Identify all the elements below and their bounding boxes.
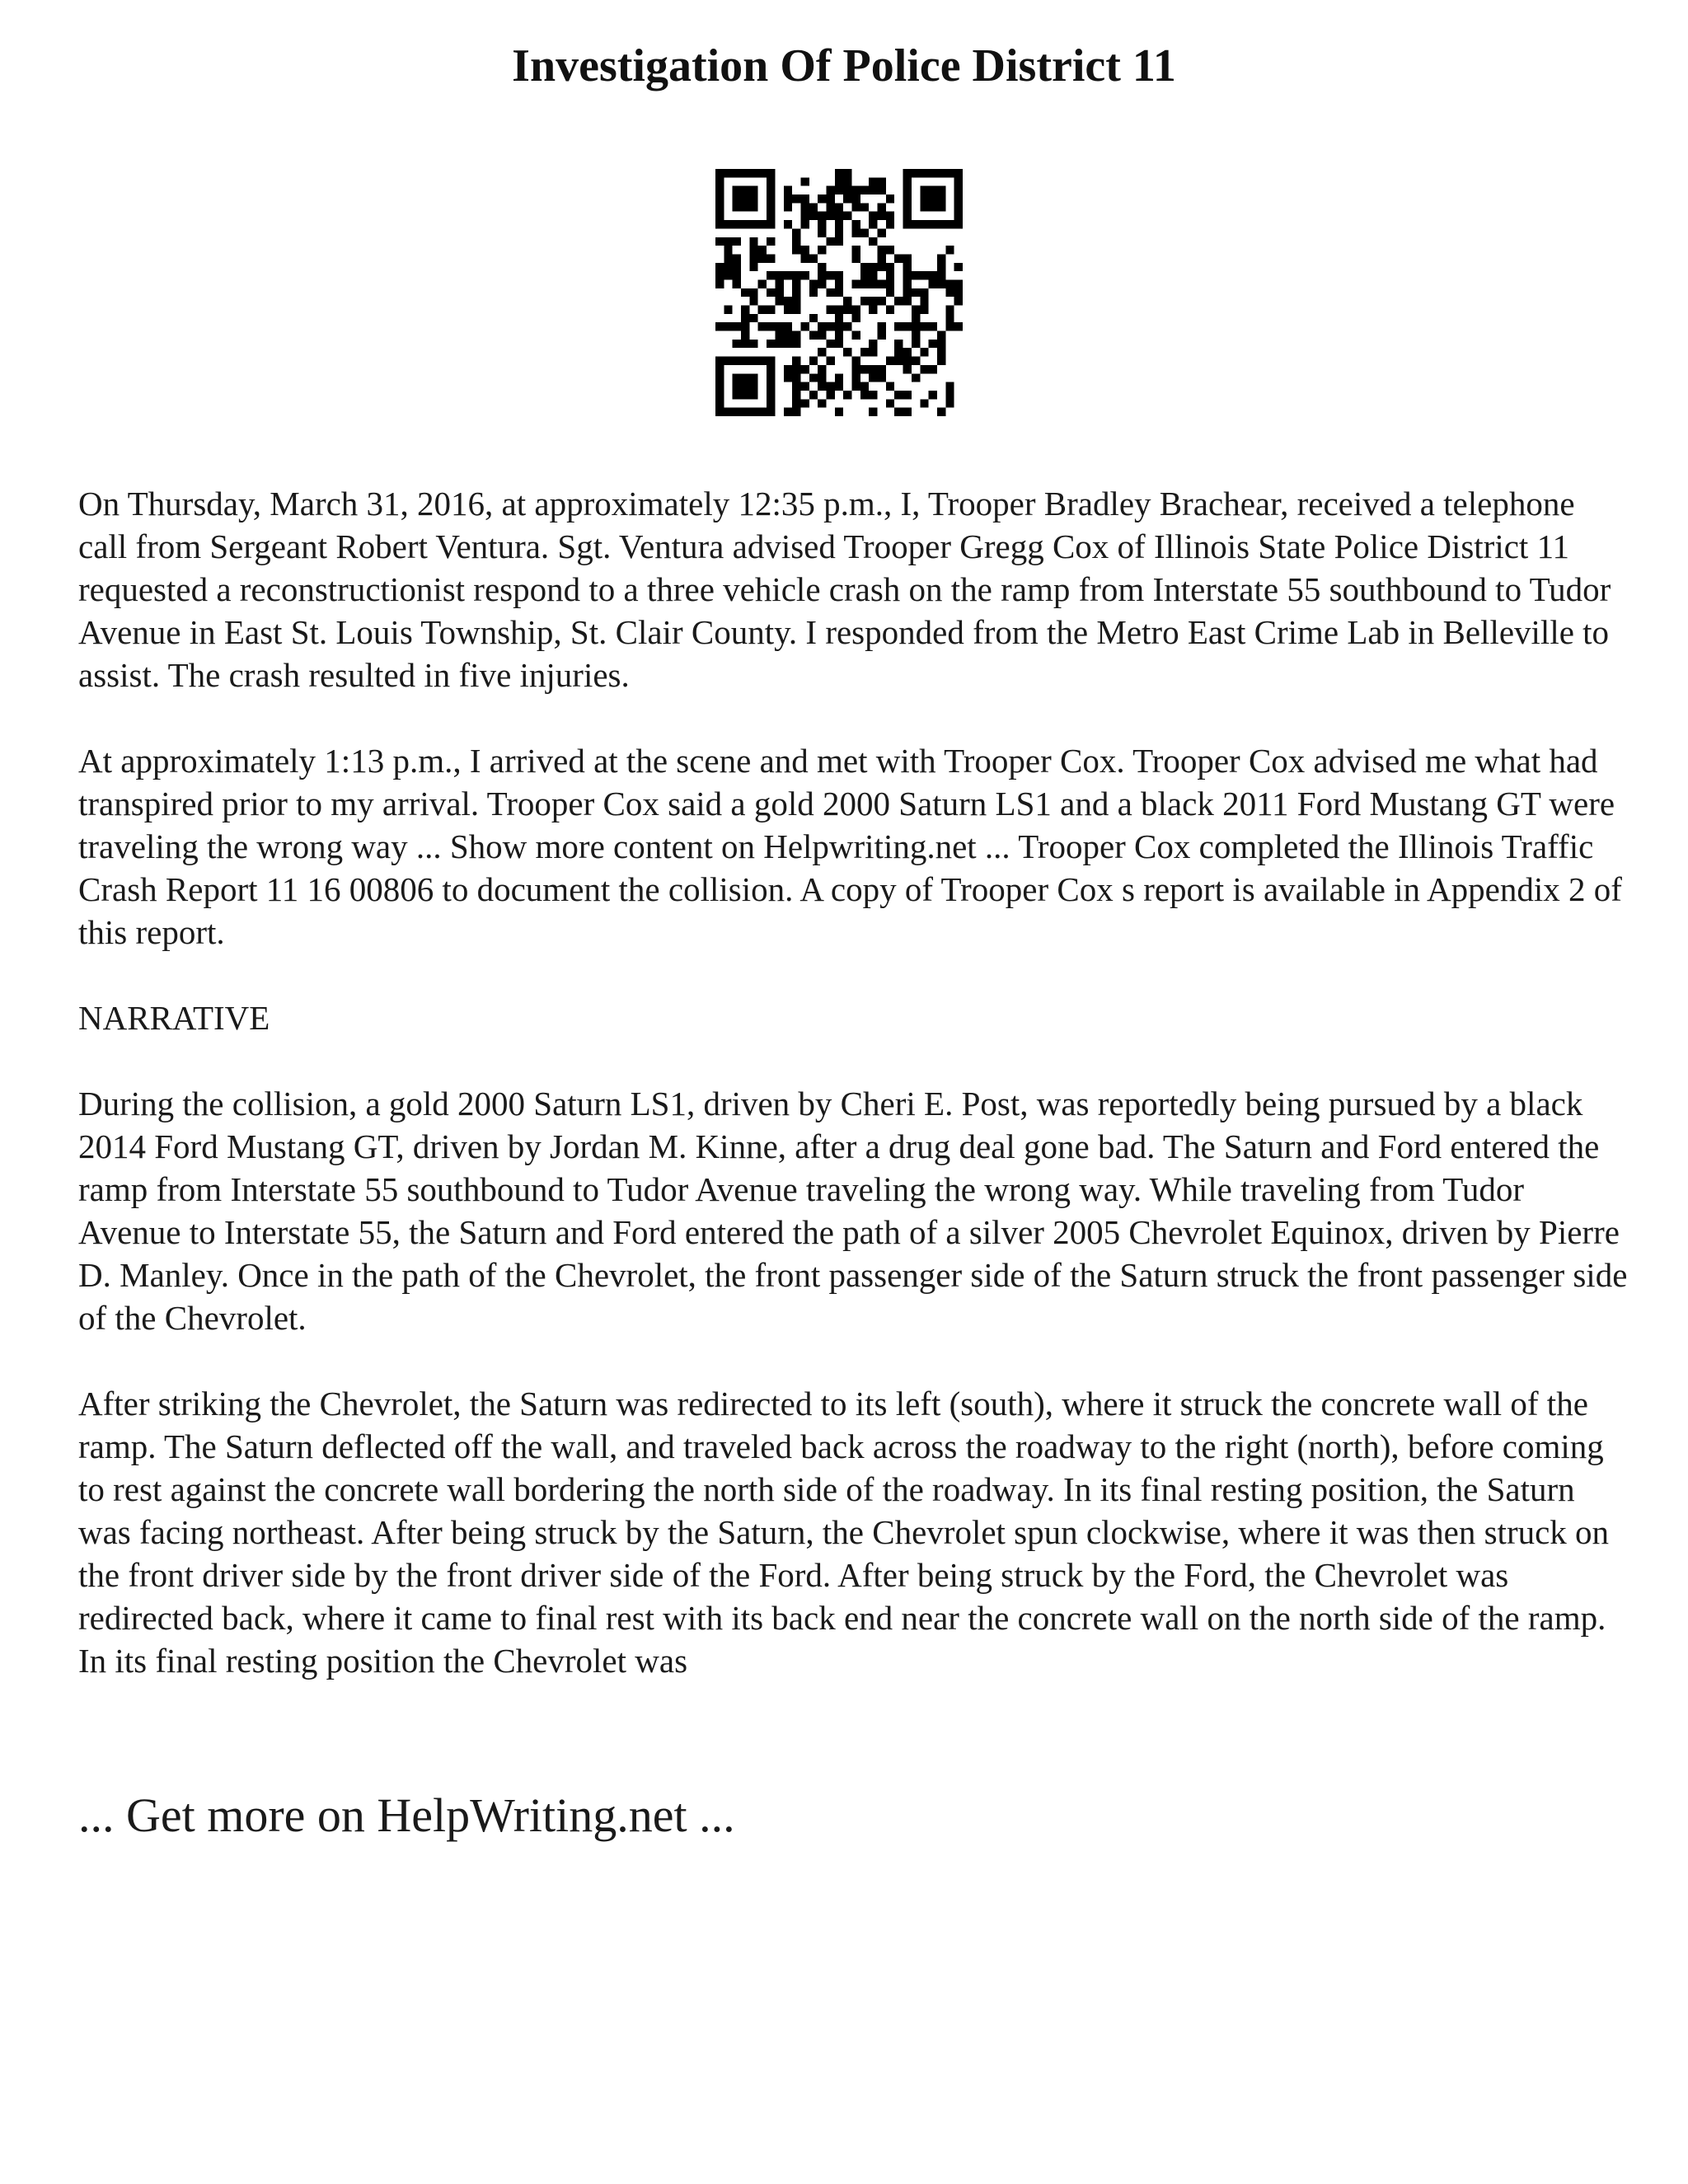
document-body xyxy=(78,482,1628,1725)
section-heading-narrative: NARRATIVE xyxy=(78,999,270,1037)
paragraph-aftermath: After striking the Chevrolet, the Saturn was redirected to its left (south), where it struck the concrete wall of the ramp. The Saturn deflected off the wall, and traveled back across the roadway to the right (north), before coming to rest against the concrete wall bordering the north side of the roadway. In its final resting position, the Saturn was facing northeast. After being struck by the Saturn, the Chevrolet spun clockwise, where it was then struck on the front driver side by the front driver side of the Ford. After being struck by the Ford, the Chevrolet was redirected back, where it came to final rest with its back end near the concrete wall on the north side of the ramp. In its final resting position the Chevrolet was xyxy=(78,1385,1610,1680)
paragraph-intro: On Thursday, March 31, 2016, at approximately 12:35 p.m., I, Trooper Bradley Brachear, received a telephone call from Sergeant Robert Ventura. Sgt. Ventura advised Trooper Gregg Cox of Illinois State Police District 11 requested a reconstructionist respond to a three vehicle crash on the ramp from Interstate 55 southbound to Tudor Avenue in East St. Louis Township, St. Clair County. I responded from the Metro East Crime Lab in Belleville to assist. The crash resulted in five injuries. xyxy=(78,485,1611,694)
paragraph-collision: During the collision, a gold 2000 Saturn LS1, driven by Cheri E. Post, was reportedly being pursued by a black 2014 Ford Mustang GT, driven by Jordan M. Kinne, after a drug deal gone bad. The Saturn and Ford entered the ramp from Interstate 55 southbound to Tudor Avenue traveling the wrong way. While traveling from Tudor Avenue to Interstate 55, the Saturn and Ford entered the path of a silver 2005 Chevrolet Equinox, driven by Pierre D. Manley. Once in the path of the Chevrolet, the front passenger side of the Saturn struck the front passenger side of the Chevrolet. xyxy=(78,1085,1628,1337)
paragraph-arrival: At approximately 1:13 p.m., I arrived at the scene and met with Trooper Cox. Trooper Cox advised me what had transpired prior to my arrival. Trooper Cox said a gold 2000 Saturn LS1 and a black 2011 Ford Mustang GT were traveling the wrong way ... Show more content on Helpwriting.net ... Trooper Cox completed the Illinois Traffic Crash Report 11 16 00806 to document the collision. A copy of Trooper Cox s report is available in Appendix 2 of this report. xyxy=(78,742,1622,951)
document-title: Investigation Of Police District 11 xyxy=(512,40,1176,91)
get-more-link[interactable]: ... Get more on HelpWriting.net ... xyxy=(78,1788,735,1842)
qr-code-icon xyxy=(715,169,963,416)
